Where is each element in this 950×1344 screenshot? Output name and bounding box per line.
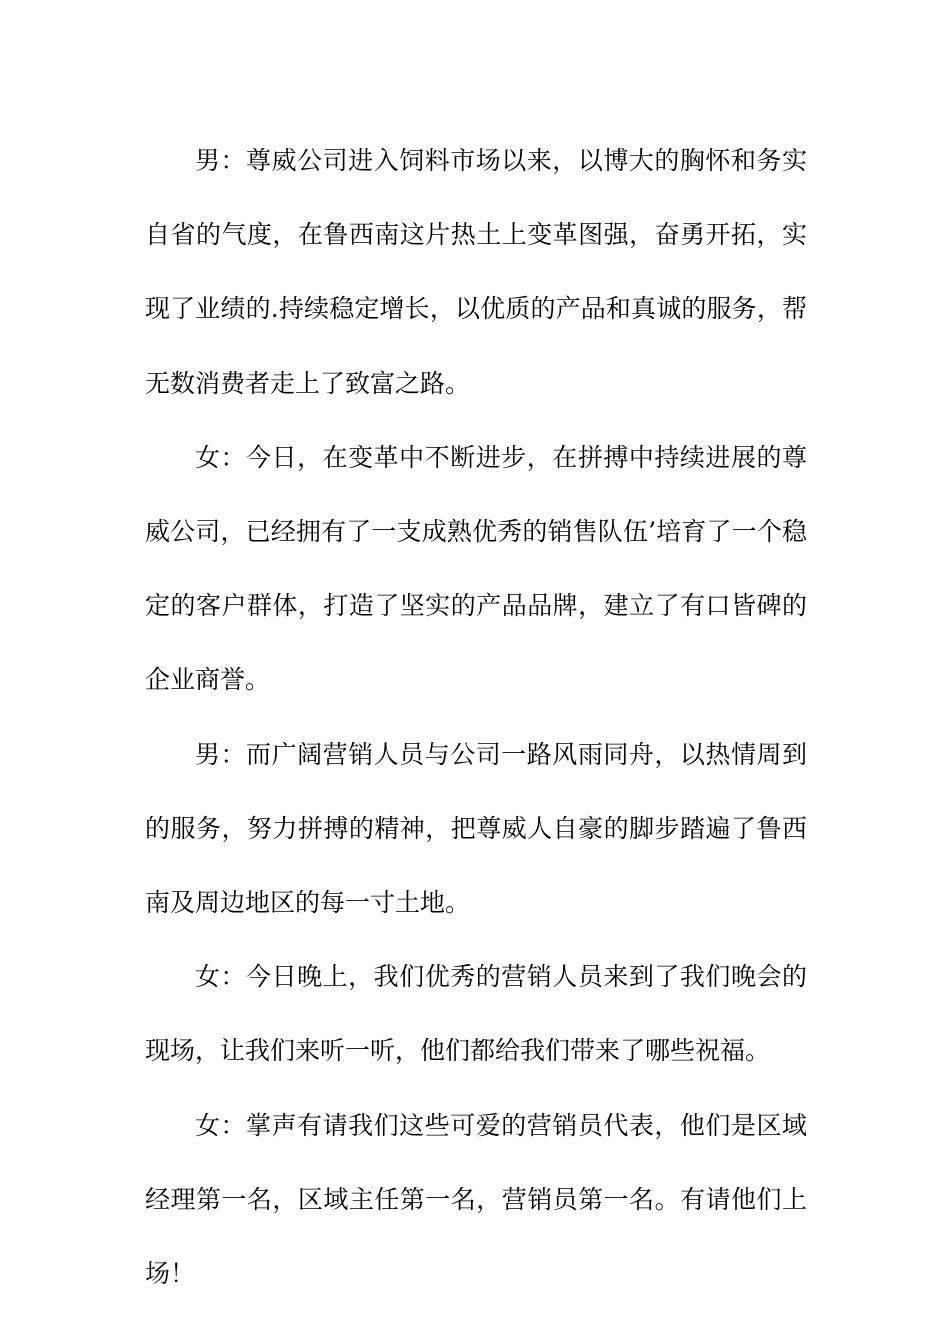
paragraph-female-today: 女：今日，在变革中不断进步，在拼搏中持续进展的尊威公司，已经拥有了一支成熟优秀的销售队伍’培育了一个稳定的客户群体，打造了坚实的产品品牌，建立了有口皆碑的企业商誉。 — [145, 442, 807, 695]
paragraph-male-marketing: 男：而广阔营销人员与公司一路风雨同舟，以热情周到的服务，努力拼搏的精神，把尊威人自豪的脚步踏遍了鲁西南及周边地区的每一寸土地。 — [145, 739, 807, 918]
paragraph-female-applause: 女：掌声有请我们这些可爱的营销员代表，他们是区域经理第一名，区域主任第一名，营销员第一名。有请他们上场！ — [145, 1110, 807, 1289]
document-body — [145, 124, 807, 1311]
paragraph-male-intro: 男：尊威公司进入饲料市场以来，以博大的胸怀和务实自省的气度，在鲁西南这片热土上变革图强，奋勇开拓，实现了业绩的.持续稳定增长，以优质的产品和真诚的服务，帮无数消费者走上了致富之路。 — [145, 146, 807, 398]
paragraph-female-tonight: 女：今日晚上，我们优秀的营销人员来到了我们晚会的现场，让我们来听一听，他们都给我们带来了哪些祝福。 — [145, 962, 807, 1066]
